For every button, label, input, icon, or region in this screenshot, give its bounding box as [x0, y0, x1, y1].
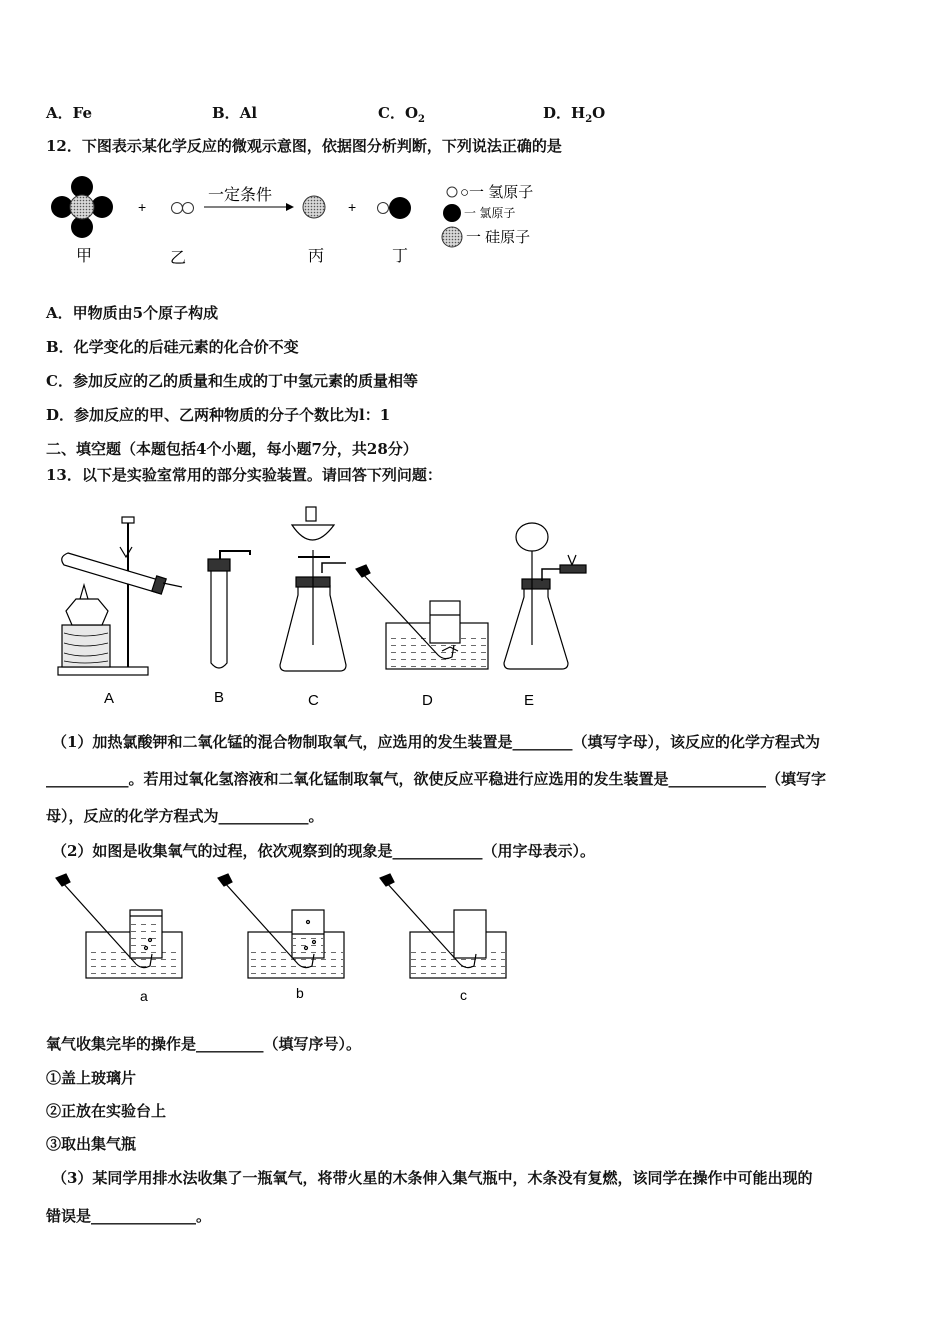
reaction-diagram: [46, 175, 566, 270]
collection-c: [380, 874, 506, 978]
q12-option-c: C．参加反应的乙的质量和生成的丁中氢元素的质量相等: [46, 372, 418, 390]
section-title: 二、填空题（本题包括4个小题，每小题7分，共28分）: [46, 440, 418, 458]
reaction-condition: 一定条件: [208, 187, 273, 204]
reaction-arrowhead: [286, 203, 294, 211]
label-a: A: [104, 690, 115, 707]
molecule-yi: [172, 203, 194, 214]
q13-part1-line2: ___________。若用过氧化氢溶液和二氧化锰制取氧气，欲使反应平稳进行应选用的发生装置是_____________（填写字: [46, 770, 827, 788]
option-c: C．$O_2$: [378, 104, 425, 125]
label-yi: 乙: [170, 250, 187, 267]
label-a: a: [140, 988, 148, 1004]
label-ding: 丁: [392, 248, 409, 265]
q12-stem: 12．下图表示某化学反应的微观示意图，依据图分析判断，下列说法正确的是: [46, 137, 562, 155]
q12-option-d: D．参加反应的甲、乙两种物质的分子个数比为l：1: [46, 406, 391, 424]
label-jia: 甲: [76, 248, 93, 265]
label-c: c: [460, 987, 467, 1003]
molecule-jia: [51, 176, 113, 238]
collection-a: [56, 874, 182, 978]
q13-part3-line1: （3）某同学用排水法收集了一瓶氧气，将带火星的木条伸入集气瓶中，木条没有复燃，该同学在操作中可能出现的: [52, 1169, 813, 1187]
label-d: D: [422, 692, 433, 709]
plus-sign: +: [138, 199, 147, 215]
label-b: B: [214, 689, 225, 706]
q12-option-a: A．甲物质由5个原子构成: [46, 304, 219, 322]
apparatus-c: [280, 507, 346, 671]
step-1: ①盖上玻璃片: [46, 1069, 137, 1087]
molecule-bing: [303, 196, 325, 218]
q13-part1-line1: （1）加热氯酸钾和二氧化锰的混合物制取氧气，应选用的发生装置是________（填写字母），该反应的化学方程式为: [52, 733, 820, 751]
apparatus-d: [356, 565, 488, 669]
label-e: E: [524, 692, 535, 709]
collection-figure: [50, 872, 530, 1007]
apparatus-e: [504, 523, 586, 669]
svg-text:一 氯原子: 一 氯原子: [464, 206, 516, 220]
apparatus-a: [58, 517, 182, 675]
apparatus-figure: [50, 495, 610, 710]
step-3: ③取出集气瓶: [46, 1135, 137, 1153]
apparatus-b: [208, 551, 250, 668]
q13-stem: 13．以下是实验室常用的部分实验装置。请回答下列问题：: [46, 466, 442, 484]
option-b: B．Al: [212, 104, 258, 122]
label-bing: 丙: [308, 248, 325, 265]
label-c: C: [308, 692, 319, 709]
collection-b: [218, 874, 344, 978]
step-2: ②正放在实验台上: [46, 1102, 167, 1120]
q12-option-b: B．化学变化的后硅元素的化合价不变: [46, 338, 299, 356]
molecule-ding: [378, 197, 412, 219]
svg-text:○一 氢原子: ○一 氢原子: [460, 184, 534, 201]
q13-part2: （2）如图是收集氧气的过程，依次观察到的现象是____________（用字母表示）。: [52, 842, 595, 860]
legend: [442, 184, 533, 247]
option-d: D．$H_2O$: [543, 104, 606, 125]
plus-sign: +: [348, 199, 357, 215]
option-a: A．Fe: [46, 104, 93, 122]
q13-finish-op: 氧气收集完毕的操作是_________（填写序号）。: [46, 1035, 362, 1053]
q13-part1-line3: 母），反应的化学方程式为____________。: [46, 807, 324, 825]
q13-part3-line2: 错误是______________。: [46, 1207, 212, 1225]
label-b: b: [296, 985, 304, 1001]
svg-text:一 硅原子: 一 硅原子: [466, 229, 531, 246]
